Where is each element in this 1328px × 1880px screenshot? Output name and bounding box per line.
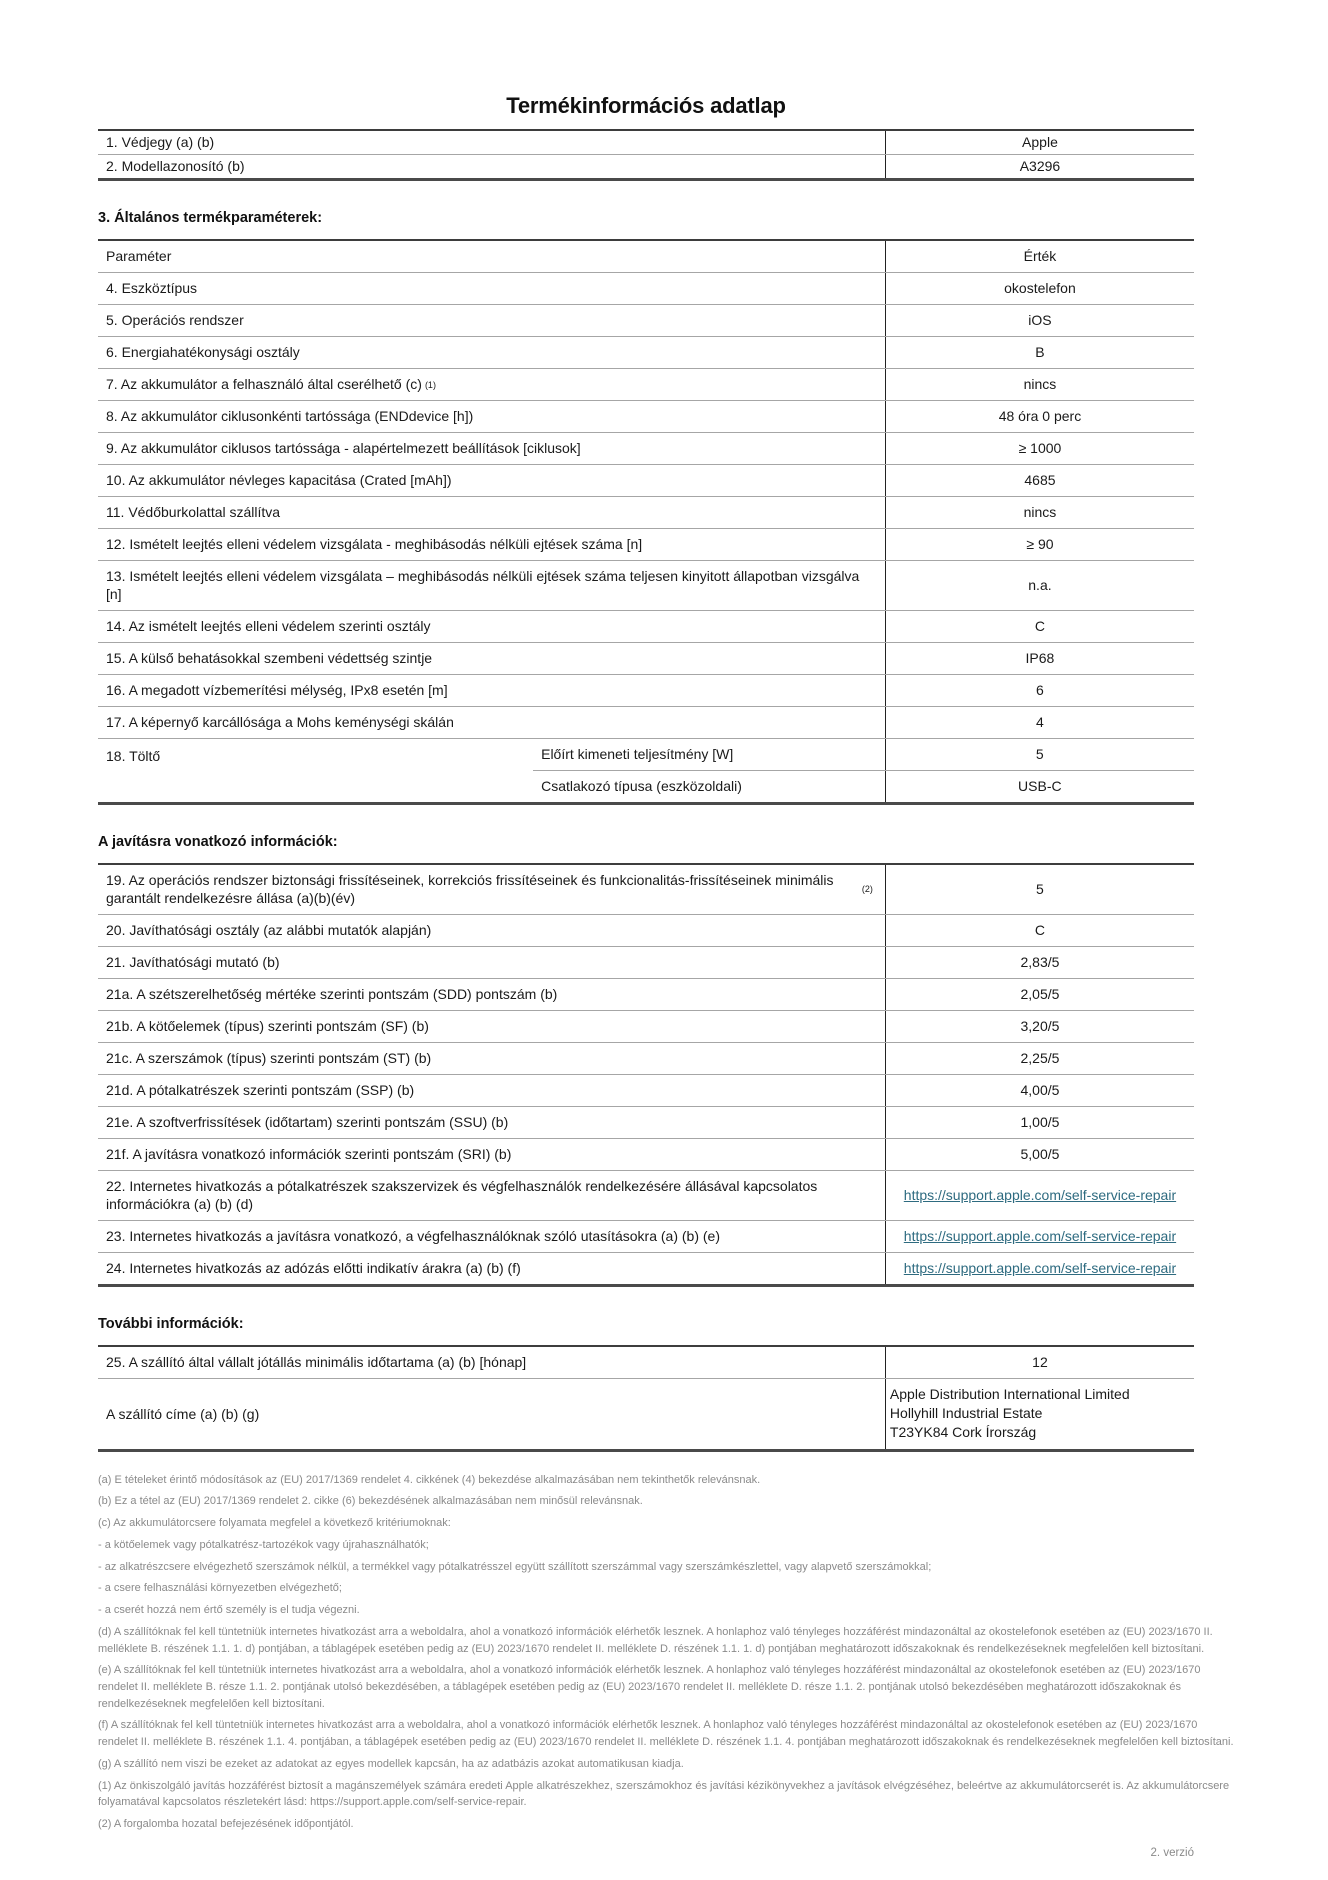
param-value: 2,83/5: [885, 947, 1194, 978]
table-row: [533, 770, 1194, 802]
self-service-repair-link[interactable]: https://support.apple.com/self-service-repair: [903, 1187, 1177, 1204]
param-value: 48 óra 0 perc: [885, 401, 1194, 432]
param-value: 1,00/5: [885, 1107, 1194, 1138]
param-value: nincs: [885, 369, 1194, 400]
table-row: [98, 336, 1194, 368]
charger-row: [98, 738, 1194, 802]
table-row: [98, 674, 1194, 706]
param-value: 4,00/5: [885, 1075, 1194, 1106]
param-value: 5: [885, 865, 1194, 914]
footnote: (1) Az önkiszolgáló javítás hozzáférést biztosít a magánszemélyek számára eredeti Apple alkatrészekhez, szerszámokhoz és javítási kézikönyvekhez a javítások elvégzéséhez, beleértve az akkumulátorcserét is. Az akkumulátorcsere folyamatával kapcsolatos részletekért lásd: https://support.apple.com/self-service-repair.: [98, 1779, 1230, 1809]
table-row: [98, 1378, 1194, 1449]
table-row: [98, 1220, 1194, 1252]
footnote-bullet: - a cserét hozzá nem értő személy is el tudja végezni.: [98, 1604, 360, 1617]
param-label: 10. Az akkumulátor névleges kapacitása (Crated [mAh]): [106, 472, 452, 489]
param-label: Előírt kimeneti teljesítmény [W]: [541, 746, 734, 763]
section-heading-general: 3. Általános termékparaméterek:: [98, 210, 323, 226]
table-row: [98, 432, 1194, 464]
param-label: 22. Internetes hivatkozás a pótalkatrészek szakszervizek és végfelhasználók rendelkezésére állásával kapcsolatos információkra (a) (b) (d): [106, 1177, 818, 1213]
param-value: A3296: [885, 155, 1194, 178]
table-row: [98, 1170, 1194, 1220]
param-label: 21f. A javításra vonatkozó információk szerinti pontszám (SRI) (b): [106, 1146, 512, 1163]
param-label: 18. Töltő: [106, 747, 161, 764]
table-row: [98, 304, 1194, 336]
param-label: 21d. A pótalkatrészek szerinti pontszám (SSP) (b): [106, 1082, 415, 1099]
param-label: 20. Javíthatósági osztály (az alábbi mutatók alapján): [106, 922, 432, 939]
table-row: [98, 154, 1194, 178]
param-label: 24. Internetes hivatkozás az adózás előtti indikatív árakra (a) (b) (f): [106, 1260, 521, 1277]
param-value: Apple: [885, 131, 1194, 154]
footnote-bullet: - az alkatrészcsere elvégezhető szerszámok nélkül, a termékkel vagy pótalkatrésszel együtt szállított szerszámmal vagy szerszámkészlettel, vagy alapvető szerszámokkal;: [98, 1560, 932, 1573]
param-label: 21b. A kötőelemek (típus) szerinti pontszám (SF) (b): [106, 1018, 429, 1035]
param-label: 6. Energiahatékonysági osztály: [106, 344, 300, 361]
param-value: ≥ 1000: [885, 433, 1194, 464]
column-header-value: Érték: [885, 241, 1194, 272]
table-row: [98, 496, 1194, 528]
param-label: A szállító címe (a) (b) (g): [106, 1405, 260, 1422]
charger-subtable: [533, 739, 1194, 802]
supplier-address-line: Hollyhill Industrial Estate: [889, 1405, 1043, 1422]
param-label: 16. A megadott vízbemerítési mélység, IPx8 esetén [m]: [106, 682, 448, 699]
param-label: 5. Operációs rendszer: [106, 312, 244, 329]
table-row: [98, 560, 1194, 610]
param-label: 15. A külső behatásokkal szembeni védettség szintje: [106, 650, 433, 667]
table-row: [98, 1010, 1194, 1042]
version-label: 2. verzió: [1150, 1846, 1194, 1859]
table-row: [98, 272, 1194, 304]
param-label: 1. Védjegy (a) (b): [106, 134, 215, 151]
self-service-repair-link[interactable]: https://support.apple.com/self-service-repair: [903, 1260, 1177, 1277]
table-row: [98, 400, 1194, 432]
table-row: [98, 1347, 1194, 1378]
footnote: (c) Az akkumulátorcsere folyamata megfelel a következő kritériumoknak:: [98, 1517, 451, 1530]
param-label-text: 7. Az akkumulátor a felhasználó által cserélhető (c): [106, 376, 422, 393]
param-value: 6: [885, 675, 1194, 706]
self-service-repair-link[interactable]: https://support.apple.com/self-service-repair: [903, 1228, 1177, 1245]
param-label: 11. Védőburkolattal szállítva: [106, 504, 281, 521]
param-label-text: 19. Az operációs rendszer biztonsági frissítéseinek, korrekciós frissítéseinek és funkcionalitás-frissítéseinek minimális garantált rendelkezésre állása (a)(b)(év): [106, 871, 834, 907]
param-value: n.a.: [885, 561, 1194, 610]
param-value: USB-C: [885, 771, 1194, 802]
additional-information-table: [98, 1345, 1194, 1452]
param-value: nincs: [885, 497, 1194, 528]
param-label: 19. Az operációs rendszer biztonsági frissítéseinek, korrekciós frissítéseinek és funkcionalitás-frissítéseinek minimális garantált rendelkezésre állása (a)(b)(év) (2): [106, 871, 873, 907]
footnote: (d) A szállítóknak fel kell tüntetniük internetes hivatkozást arra a weboldalra, ahol a vonatkozó információk elérhetők lesznek. A honlaphoz való tényleges hozzáférést mindazonáltal az okostelefonok esetében az (EU) 2023/1670 II. melléklete B. részének 1.1. 1. d) pontjában, a táblagépek esetében pedig az (EU) 2023/1670 rendelet II. melléklete D. részének 1.1. 1. d) pontjában meghatározott időszakoknak és rendelkezéseknek megfelelően kell biztosítani.: [98, 1625, 1213, 1655]
param-value: ≥ 90: [885, 529, 1194, 560]
table-row: [98, 865, 1194, 914]
param-label: 8. Az akkumulátor ciklusonkénti tartóssága (ENDdevice [h]): [106, 408, 474, 425]
param-label: 23. Internetes hivatkozás a javításra vonatkozó, a végfelhasználóknak szóló utasításokra (a) (b) (e): [106, 1228, 720, 1245]
footnote-bullet: - a csere felhasználási környezetben elvégezhető;: [98, 1582, 342, 1595]
table-row: [98, 1042, 1194, 1074]
param-label: 21e. A szoftverfrissítések (időtartam) szerinti pontszám (SSU) (b): [106, 1114, 509, 1131]
table-row: [98, 642, 1194, 674]
param-value: 3,20/5: [885, 1011, 1194, 1042]
supplier-address-line: Apple Distribution International Limited: [889, 1385, 1130, 1402]
param-value: [885, 1171, 1194, 1220]
table-row: [98, 368, 1194, 400]
param-label: 9. Az akkumulátor ciklusos tartóssága - alapértelmezett beállítások [ciklusok]: [106, 440, 581, 457]
table-row: [98, 610, 1194, 642]
param-value: 4: [885, 707, 1194, 738]
param-label: 2. Modellazonosító (b): [106, 158, 245, 175]
param-label: 25. A szállító által vállalt jótállás minimális időtartama (a) (b) [hónap]: [106, 1354, 527, 1371]
footnotes: [98, 1472, 1240, 1833]
product-information-sheet: [98, 0, 1240, 1859]
param-value: 2,25/5: [885, 1043, 1194, 1074]
footnote: (g) A szállító nem viszi be ezeket az adatokat az egyes modellek kapcsán, ha az adatbázis azokat automatikusan kiadja.: [98, 1757, 684, 1770]
general-parameters-table: [98, 239, 1194, 805]
table-row: [98, 528, 1194, 560]
param-label: 21. Javíthatósági mutató (b): [106, 954, 280, 971]
param-value: C: [885, 611, 1194, 642]
table-row: [98, 706, 1194, 738]
param-label: 14. Az ismételt leejtés elleni védelem szerinti osztály: [106, 618, 431, 635]
table-row: [98, 131, 1194, 154]
supplier-address: [885, 1379, 1194, 1449]
table-row: [98, 464, 1194, 496]
param-label: 7. Az akkumulátor a felhasználó által cserélhető (c) (1): [106, 376, 436, 393]
param-label: 12. Ismételt leejtés elleni védelem vizsgálata - meghibásodás nélküli ejtések száma [n]: [106, 536, 643, 553]
section-heading-repair: A javításra vonatkozó információk:: [98, 833, 338, 850]
param-value: 5: [885, 739, 1194, 770]
supplier-address-line: T23YK84 Cork Írország: [889, 1424, 1037, 1441]
footnote: (e) A szállítóknak fel kell tüntetniük internetes hivatkozást arra a weboldalra, ahol a vonatkozó információk elérhetők lesznek. A honlaphoz való tényleges hozzáférést mindazonáltal az okostelefonok esetében az (EU) 2023/1670 rendelet II. melléklete B. része 1.1. 2. pontjának utolsó bekezdésében, a táblagépek esetében pedig az (EU) 2023/1670 rendelet II. melléklete D. része 1.1. 2. pontjának utolsó bekezdésében meghatározott időszakoknak és rendelkezéseknek megfelelően kell biztosítani.: [98, 1664, 1201, 1710]
table-row: [98, 914, 1194, 946]
param-value: [885, 1253, 1194, 1284]
table-row: [98, 1106, 1194, 1138]
section-heading-additional: További információk:: [98, 1315, 244, 1332]
param-label: 21c. A szerszámok (típus) szerinti pontszám (ST) (b): [106, 1050, 432, 1067]
param-value: okostelefon: [885, 273, 1194, 304]
param-label: 17. A képernyő karcállósága a Mohs keménységi skálán: [106, 714, 454, 731]
param-value: 5,00/5: [885, 1139, 1194, 1170]
param-label: 21a. A szétszerelhetőség mértéke szerinti pontszám (SDD) pontszám (b): [106, 986, 558, 1003]
param-value: 12: [885, 1347, 1194, 1378]
table-row: [98, 1074, 1194, 1106]
param-value: 2,05/5: [885, 979, 1194, 1010]
repair-information-table: [98, 863, 1194, 1287]
param-label: 4. Eszköztípus: [106, 280, 198, 297]
footnote: (f) A szállítóknak fel kell tüntetniük internetes hivatkozást arra a weboldalra, ahol a vonatkozó információk elérhetők lesznek. A honlaphoz való tényleges hozzáférést mindazonáltal az okostelefonok esetében az (EU) 2023/1670 rendelet II. melléklete B. részének 1.1. 4. pontjában, a táblagépek esetében pedig az (EU) 2023/1670 rendelet II. melléklete D. részének 1.1. 4. pontjában meghatározott időszakoknak és rendelkezéseknek megfelelően kell biztosítani.: [98, 1719, 1234, 1749]
param-value: iOS: [885, 305, 1194, 336]
param-value: [885, 1221, 1194, 1252]
footnote: (b) Ez a tétel az (EU) 2017/1369 rendelet 2. cikke (6) bekezdésének alkalmazásában nem minősül relevánsnak.: [98, 1495, 643, 1508]
table-row: [98, 946, 1194, 978]
footnote: (a) E tételeket érintő módosítások az (EU) 2017/1369 rendelet 4. cikkének (4) bekezdése alkalmazásában nem tekinthetők relevánsnak.: [98, 1473, 761, 1486]
param-value: B: [885, 337, 1194, 368]
param-value: 4685: [885, 465, 1194, 496]
param-label: Csatlakozó típusa (eszközoldali): [541, 778, 742, 795]
param-label: 13. Ismételt leejtés elleni védelem vizsgálata – meghibásodás nélküli ejtések száma teljesen kinyitott állapotban vizsgálva [n]: [106, 568, 860, 603]
table-row: [533, 739, 1194, 770]
table-row: [98, 1252, 1194, 1284]
table-row: [98, 1138, 1194, 1170]
footnote: (2) A forgalomba hozatal befejezésének időpontjától.: [98, 1817, 354, 1830]
table-header-row: [98, 241, 1194, 272]
param-value: C: [885, 915, 1194, 946]
id-table: [98, 129, 1194, 181]
table-row: [98, 978, 1194, 1010]
param-value: IP68: [885, 643, 1194, 674]
footnote-bullet: - a kötőelemek vagy pótalkatrész-tartozékok vagy újrahasználhatók;: [98, 1538, 429, 1551]
page-title: Termékinformációs adatlap: [506, 93, 786, 118]
column-header-parameter: Paraméter: [106, 248, 172, 265]
